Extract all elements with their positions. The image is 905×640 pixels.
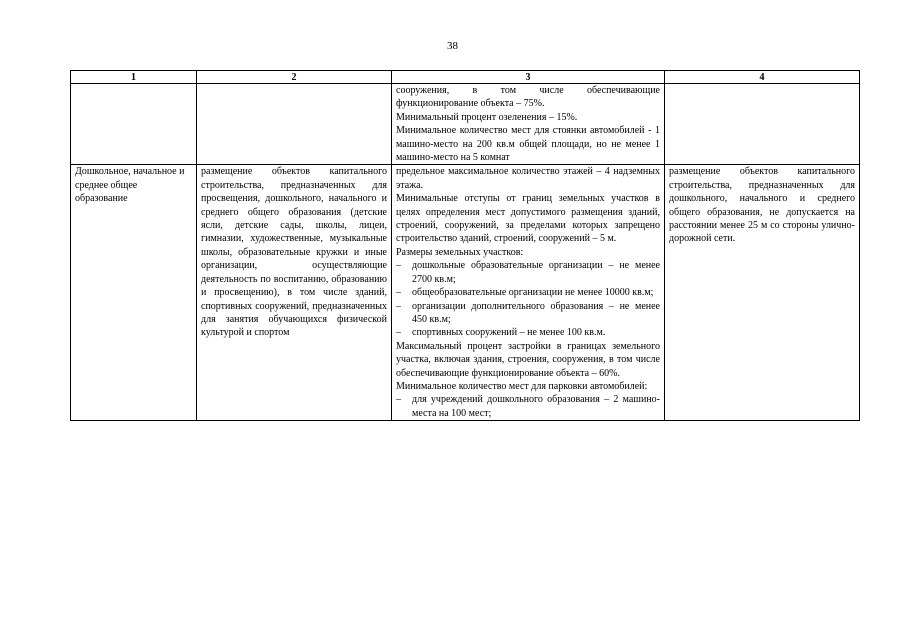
parking-heading: Минимальное количество мест для парковки автомобилей: [396, 380, 648, 392]
restrictions-cell [665, 165, 860, 421]
setbacks-text: Минимальные отступы от границ земельных участков в целях определения мест допустимого размещения зданий, строений, сооружений, за пределами которых запрещено строительство зданий, строений, сооружений – 5 м. [396, 193, 660, 245]
list-item-text: общеобразовательные организации не менее 10000 кв.м; [412, 287, 654, 299]
continuation-col-3 [392, 84, 665, 165]
zoning-table [70, 70, 860, 421]
dash-marker: – [396, 300, 401, 312]
plot-sizes-heading: Размеры земельных участков: [396, 246, 524, 258]
table-header-row [71, 71, 860, 84]
header-col-3: 3 [392, 71, 665, 84]
header-col-4: 4 [665, 71, 860, 84]
permitted-use-cell [197, 165, 392, 421]
list-item-text: спортивных сооружений – не менее 100 кв.м. [412, 327, 606, 339]
continuation-text-3: Минимальное количество мест для стоянки автомобилей - 1 машино-место на 200 кв.м общей площади, но не менее 1 машино-место на 5 комнат [396, 125, 660, 164]
list-item [396, 286, 660, 299]
list-item-text: для учреждений дошкольного образования – 2 машино-места на 100 мест; [412, 394, 660, 419]
parameters-cell [392, 165, 665, 421]
permitted-use-description: размещение объектов капитального строительства, предназначенных для просвещения, дошкольного, начального и среднего общего образования (детские ясли, детские сады, школы, лицеи, гимназии, художественные, музыкальные школы, образовательные кружки и иные организации, осуществляющие деятельность по воспитанию, образованию и просвещению), в том числе зданий, спортивных сооружений, предназначенных для занятия обучающихся физической культурой и спортом [201, 166, 387, 339]
continuation-col-1 [71, 84, 197, 165]
continuation-col-2 [197, 84, 392, 165]
dash-marker: – [396, 260, 401, 272]
header-col-1: 1 [71, 71, 197, 84]
dash-marker: – [396, 287, 401, 299]
land-use-type-cell [71, 165, 197, 421]
list-item [396, 393, 660, 420]
header-col-2: 2 [197, 71, 392, 84]
dash-marker: – [396, 327, 401, 339]
list-item [396, 300, 660, 327]
continuation-text-1: сооружения, в том числе обеспечивающие функционирование объекта – 75%. [396, 85, 660, 110]
list-item [396, 326, 660, 339]
continuation-text-2: Минимальный процент озеленения – 15%. [396, 111, 578, 123]
continuation-col-4 [665, 84, 860, 165]
list-item-text: дошкольные образовательные организации – не менее 2700 кв.м; [412, 260, 660, 285]
table-row-preschool [71, 165, 860, 421]
list-item-text: организации дополнительного образования – не менее 450 кв.м; [412, 300, 660, 325]
restrictions-text: размещение объектов капитального строительства, предназначенных для дошкольного, начального и среднего общего образования, не допускается на расстоянии менее 25 м со стороны улично-дорожной сети. [669, 166, 855, 245]
max-coverage-text: Максимальный процент застройки в границах земельного участка, включая здания, строения, сооружения, в том числе обеспечивающие функционирование объекта – 60%. [396, 340, 660, 379]
list-item [396, 259, 660, 286]
page-number: 38 [447, 40, 458, 52]
max-floors-text: предельное максимальное количество этажей – 4 надземных этажа. [396, 166, 660, 191]
continuation-row [71, 84, 860, 165]
land-use-type: Дошкольное, начальное и среднее общее образование [75, 166, 185, 205]
dash-marker: – [396, 394, 401, 406]
